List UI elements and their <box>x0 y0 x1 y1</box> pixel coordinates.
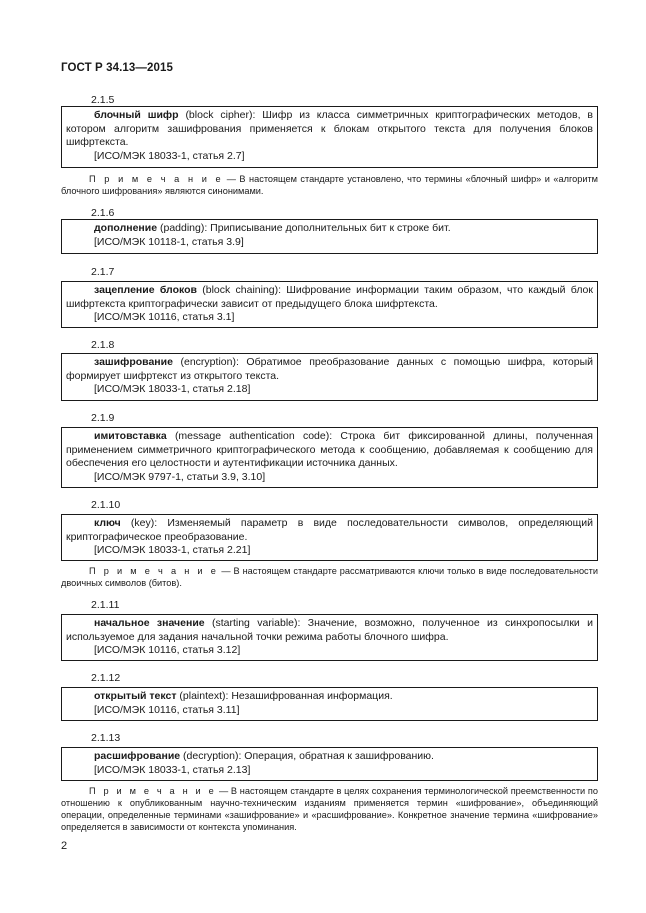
term-name: зацепление блоков <box>94 284 197 296</box>
term-definition <box>66 109 593 150</box>
term-box-plaintext <box>61 687 598 721</box>
note-label: П р и м е ч а н и е <box>89 566 219 576</box>
term-definition-text: (block cipher): Шифр из класса симметричных криптографических методов, в котором алгоритм зашифрования применяется к блокам открытого текста для получения блоков шифртекста. <box>66 109 593 149</box>
document-header: ГОСТ Р 34.13—2015 <box>61 62 173 74</box>
term-definition-text: (key): Изменяемый параметр в виде последовательности символов, определяющий криптографическое преобразование. <box>66 517 593 543</box>
term-source: [ИСО/МЭК 9797-1, статьи 3.9, 3.10] <box>94 470 266 483</box>
term-box-padding <box>61 219 598 254</box>
term-box-starting-variable <box>61 614 598 661</box>
term-note <box>61 565 598 589</box>
term-name: открытый текст <box>94 690 177 702</box>
term-definition-text: (starting variable): Значение, возможно, полученное из синхропосылки и используемое для задания начальной точки режима работы блочного шифра. <box>66 617 593 643</box>
term-definition-text: (plaintext): Незашифрованная информация. <box>176 690 393 702</box>
term-definition-text: (block chaining): Шифрование информации таким образом, что каждый блок шифртекста криптографически зависит от предыдущего блока шифртекста. <box>66 284 593 310</box>
note-label: П р и м е ч а н и е <box>89 174 224 184</box>
term-number: 2.1.11 <box>91 599 120 611</box>
note-text: — В настоящем стандарте в целях сохранения терминологической преемственности по отношению к опубликованным научно-техническим изданиям применяется термин «шифрование», объединяющий операции, определенные терминами «зашифрование» и «расшифрование». Конкретное значение термина «шифрование» определяется в зависимости от контекста упоминания. <box>61 786 598 832</box>
term-source: [ИСО/МЭК 10116, статья 3.11] <box>94 703 240 716</box>
term-note <box>61 173 598 197</box>
term-name: дополнение <box>94 222 158 234</box>
term-definition <box>66 690 593 704</box>
term-number: 2.1.13 <box>91 732 121 744</box>
term-number: 2.1.6 <box>91 207 115 219</box>
term-box-key <box>61 514 598 561</box>
term-definition <box>66 222 593 236</box>
term-number: 2.1.12 <box>91 672 121 684</box>
term-source: [ИСО/МЭК 10116, статья 3.12] <box>94 644 241 657</box>
note-text: — В настоящем стандарте рассматриваются ключи только в виде последовательности двоичных символов (битов). <box>61 566 598 588</box>
term-source: [ИСО/МЭК 18033-1, статья 2.21] <box>94 544 251 557</box>
term-number: 2.1.7 <box>91 266 115 278</box>
term-source: [ИСО/МЭК 18033-1, статья 2.7] <box>94 149 245 162</box>
term-number: 2.1.5 <box>91 94 115 106</box>
term-box-block-cipher <box>61 106 598 168</box>
term-definition <box>66 430 593 471</box>
term-box-block-chaining <box>61 281 598 328</box>
term-definition-text: (decryption): Операция, обратная к зашифрованию. <box>180 750 434 762</box>
term-definition-text: (message authentication code): Строка бит фиксированной длины, полученная применением симметричного криптографического метода к сообщению, добавляемая к сообщению для обеспечения его целостности и аутентификации источника данных. <box>66 430 593 470</box>
term-number: 2.1.9 <box>91 412 115 424</box>
term-number: 2.1.8 <box>91 339 115 351</box>
term-definition-text: (padding): Приписывание дополнительных бит к строке бит. <box>157 222 451 234</box>
term-source: [ИСО/МЭК 10118-1, статья 3.9] <box>94 235 244 248</box>
page-number: 2 <box>61 840 68 852</box>
term-box-decryption <box>61 747 598 781</box>
term-name: зашифрование <box>94 356 173 368</box>
term-name: расшифрование <box>94 750 181 762</box>
term-definition <box>66 284 593 311</box>
term-definition-text: (encryption): Обратимое преобразование данных с помощью шифра, который формирует шифртекст из открытого текста. <box>66 356 593 382</box>
term-box-encryption <box>61 353 598 401</box>
note-text: — В настоящем стандарте установлено, что термины «блочный шифр» и «алгоритм блочного шифрования» являются синонимами. <box>61 174 598 196</box>
term-definition <box>66 617 593 644</box>
term-name: блочный шифр <box>94 109 179 121</box>
term-definition <box>66 750 593 764</box>
term-source: [ИСО/МЭК 18033-1, статья 2.18] <box>94 383 251 396</box>
term-name: ключ <box>94 517 121 529</box>
term-note <box>61 785 598 833</box>
note-label: П р и м е ч а н и е <box>89 786 217 796</box>
term-box-mac <box>61 427 598 488</box>
term-number: 2.1.10 <box>91 499 121 511</box>
term-name: имитовставка <box>94 430 167 442</box>
term-name: начальное значение <box>94 617 205 629</box>
term-source: [ИСО/МЭК 18033-1, статья 2.13] <box>94 763 251 776</box>
term-source: [ИСО/МЭК 10116, статья 3.1] <box>94 311 235 324</box>
term-definition <box>66 356 593 383</box>
term-definition <box>66 517 593 544</box>
